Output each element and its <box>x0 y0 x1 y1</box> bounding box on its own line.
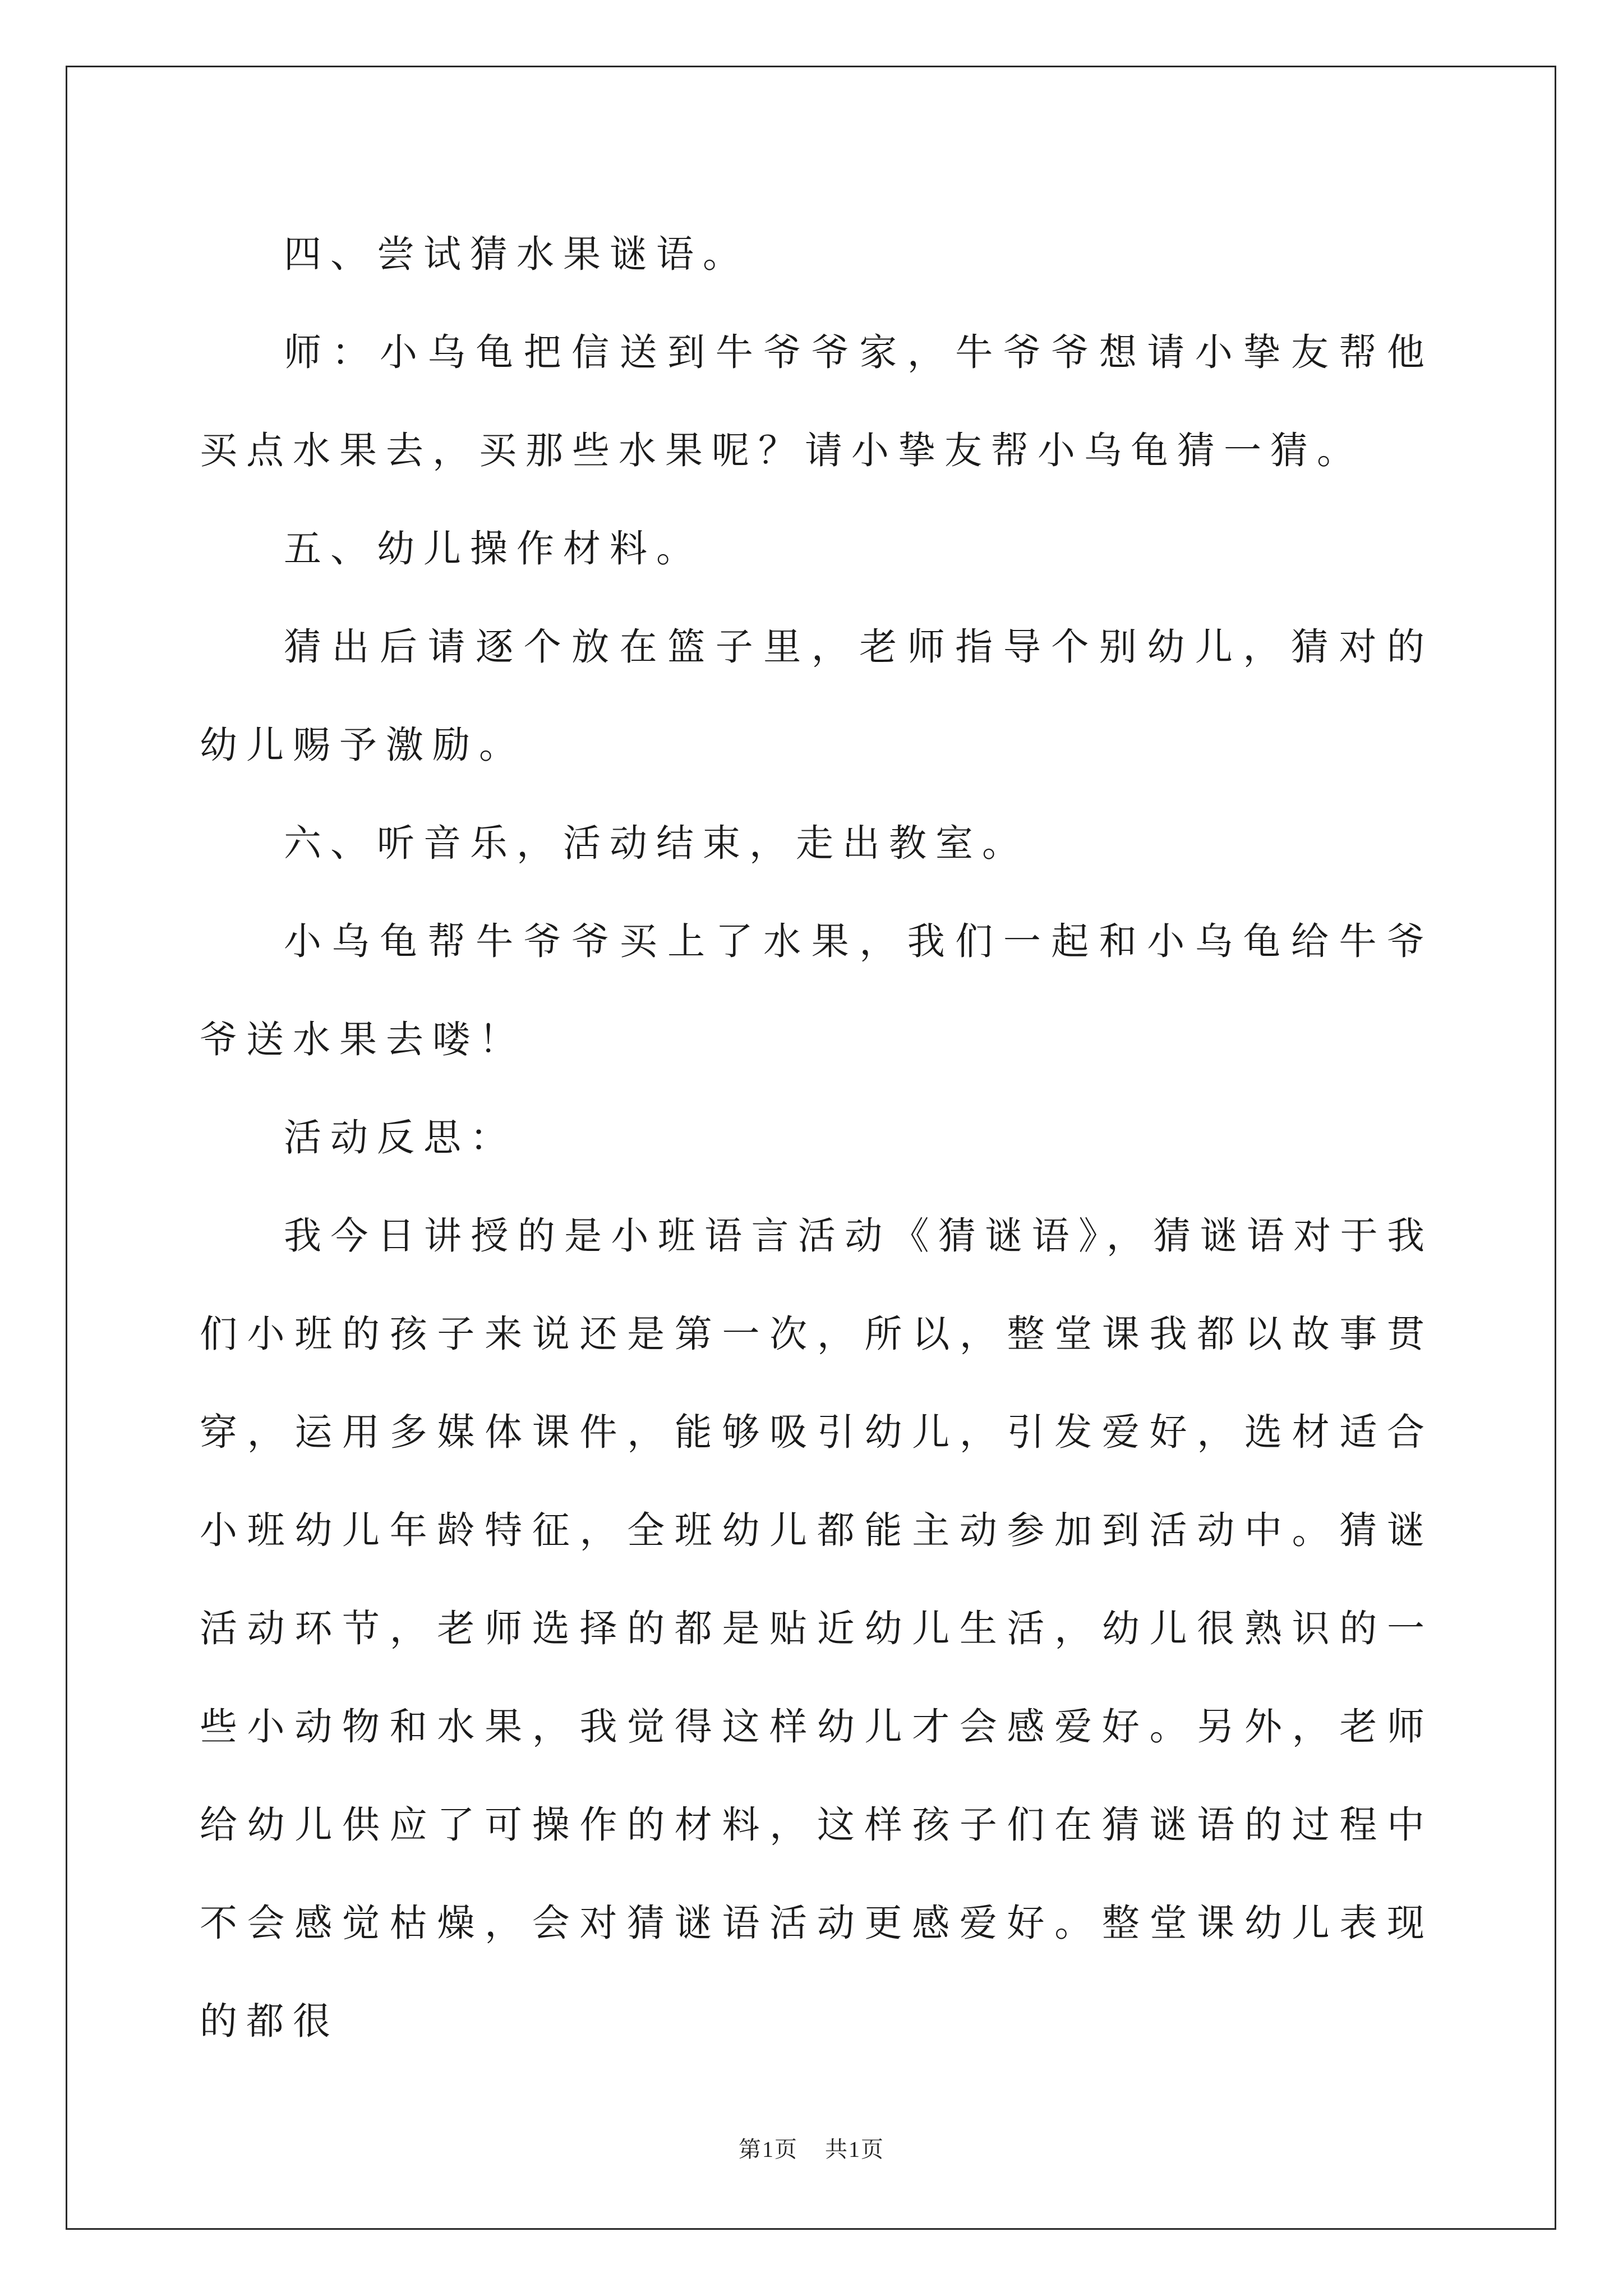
document-body <box>200 205 1433 2070</box>
page-footer <box>0 2132 1623 2164</box>
paragraph: 小乌龟帮牛爷爷买上了水果，我们一起和小乌龟给牛爷爷送水果去喽！ <box>200 919 1433 1061</box>
paragraph: 五、幼儿操作材料。 <box>284 527 703 570</box>
paragraph: 师：小乌龟把信送到牛爷爷家，牛爷爷想请小挚友帮他买点水果去，买那些水果呢？请小挚友帮小乌龟猜一猜。 <box>200 330 1433 472</box>
paragraph: 猜出后请逐个放在篮子里，老师指导个别幼儿，猜对的幼儿赐予激励。 <box>200 625 1433 767</box>
paragraph: 活动反思： <box>284 1116 517 1159</box>
paragraph: 四、尝试猜水果谜语。 <box>284 232 749 276</box>
page-total: 共1页 <box>825 2137 884 2162</box>
paragraph: 六、听音乐，活动结束，走出教室。 <box>284 821 1029 865</box>
page-number: 第1页 <box>739 2137 798 2162</box>
paragraph: 我今日讲授的是小班语言活动《猜谜语》，猜谜语对于我们小班的孩子来说还是第一次，所以，整堂课我都以故事贯穿，运用多媒体课件，能够吸引幼儿，引发爱好，选材适合小班幼儿年龄特征，全班幼儿都能主动参加到活动中。猜谜活动环节，老师选择的都是贴近幼儿生活，幼儿很熟识的一些小动物和水果，我觉得这样幼儿才会感爱好。另外，老师给幼儿供应了可操作的材料，这样孩子们在猜谜语的过程中不会感觉枯燥，会对猜谜语活动更感爱好。整堂课幼儿表现的都很 <box>200 1214 1433 2043</box>
